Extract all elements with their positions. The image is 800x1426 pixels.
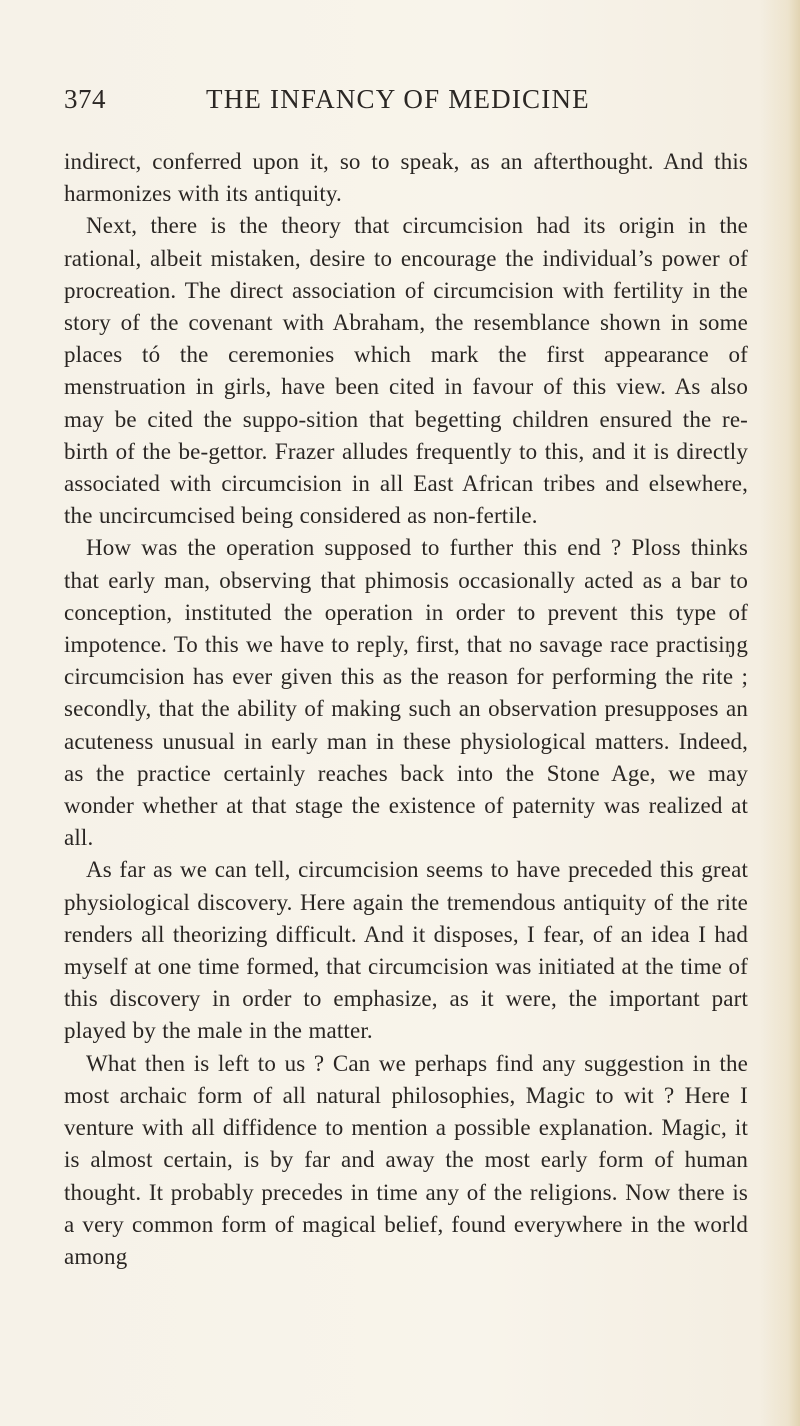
page-header [64, 84, 744, 124]
paragraph: As far as we can tell, circumcision seems to have preceded this great physiological discovery. Here again the tremendous antiquity of the rite renders all theorizing difficult. And it disposes, I fear, of an idea I had myself at one time formed, that circumcision was initiated at the time of this discovery in order to emphasize, as it were, the important part played by the male in the matter. [64, 857, 748, 1044]
paragraph: indirect, conferred upon it, so to speak, as an afterthought. And this harmonizes with its antiquity. [64, 149, 748, 207]
running-head: THE INFANCY OF MEDICINE [206, 84, 590, 114]
page-edge-stain [760, 0, 800, 1426]
paragraph: Next, there is the theory that circumcision had its origin in the rational, albeit mistaken, desire to encourage the individual’s power of procreation. The direct association of circumcision with fertility in the story of the covenant with Abraham, the resemblance shown in some places tó the ceremonies which mark the first appearance of menstruation in girls, have been cited in favour of this view. As also may be cited the suppo-sition that begetting children ensured the re-birth of the be-gettor. Frazer alludes frequently to this, and it is directly associated with circumcision in all East African tribes and elsewhere, the uncircumcised being considered as non-fertile. [64, 213, 748, 529]
page-number: 374 [64, 84, 106, 114]
paragraph: What then is left to us ? Can we perhaps find any suggestion in the most archaic form of all natural philosophies, Magic to wit ? Here I venture with all diffidence to mention a possible explanation. Magic, it is almost certain, is by far and away the most early form of human thought. It probably precedes in time any of the religions. Now there is a very common form of magical belief, found everywhere in the world among [64, 1050, 748, 1269]
paragraph: How was the operation supposed to further this end ? Ploss thinks that early man, observing that phimosis occasionally acted as a bar to conception, instituted the operation in order to prevent this type of impotence. To this we have to reply, first, that no savage race practisiŋg circumcision has ever given this as the reason for performing the rite ; secondly, that the ability of making such an observation presupposes an acuteness unusual in early man in these physiological matters. Indeed, as the practice certainly reaches back into the Stone Age, we may wonder whether at that stage the existence of paternity was realized at all. [64, 535, 748, 851]
body-text [64, 146, 748, 1273]
